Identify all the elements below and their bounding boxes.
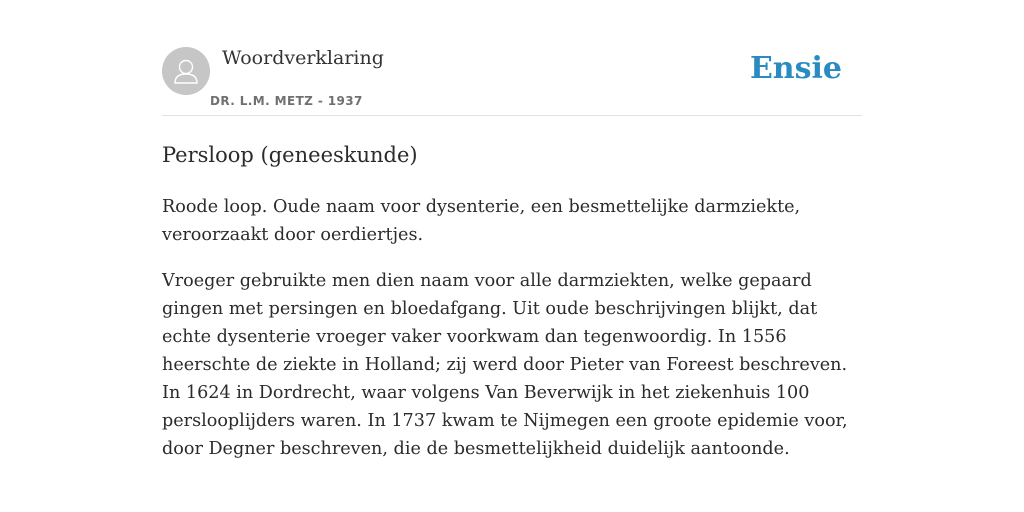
article-header [162, 0, 862, 116]
avatar-graphic [162, 47, 210, 95]
article-title: Persloop (geneeskunde) [162, 143, 418, 167]
brand-logo[interactable]: Ensie [749, 51, 842, 86]
article-paragraph: Vroeger gebruikte men dien naam voor alle darmziekten, welke gepaard gingen met persingen en bloedafgang. Uit oude beschrijvingen blijkt, dat echte dysenterie vroeger vaker voorkwam dan tegenwoordig. In 1556 heerschte de ziekte in Holland; zij werd door Pieter van Foreest beschreven. In 1624 in Dordrecht, waar volgens Van Beverwijk in het ziekenhuis 100 perslooplijders waren. In 1737 kwam te Nijmegen een groote epidemie voor, door Degner beschreven, die de besmettelijkheid duidelijk aantoonde. [162, 271, 848, 459]
author-source: DR. L.M. METZ - 1937 [210, 94, 363, 108]
article-paragraph: Roode loop. Oude naam voor dysenterie, een besmettelijke darmziekte, veroorzaakt door oerdiertjes. [162, 197, 801, 245]
article-page [162, 0, 862, 512]
user-placeholder-icon[interactable] [162, 47, 210, 95]
category-link[interactable]: Woordverklaring [222, 47, 384, 69]
